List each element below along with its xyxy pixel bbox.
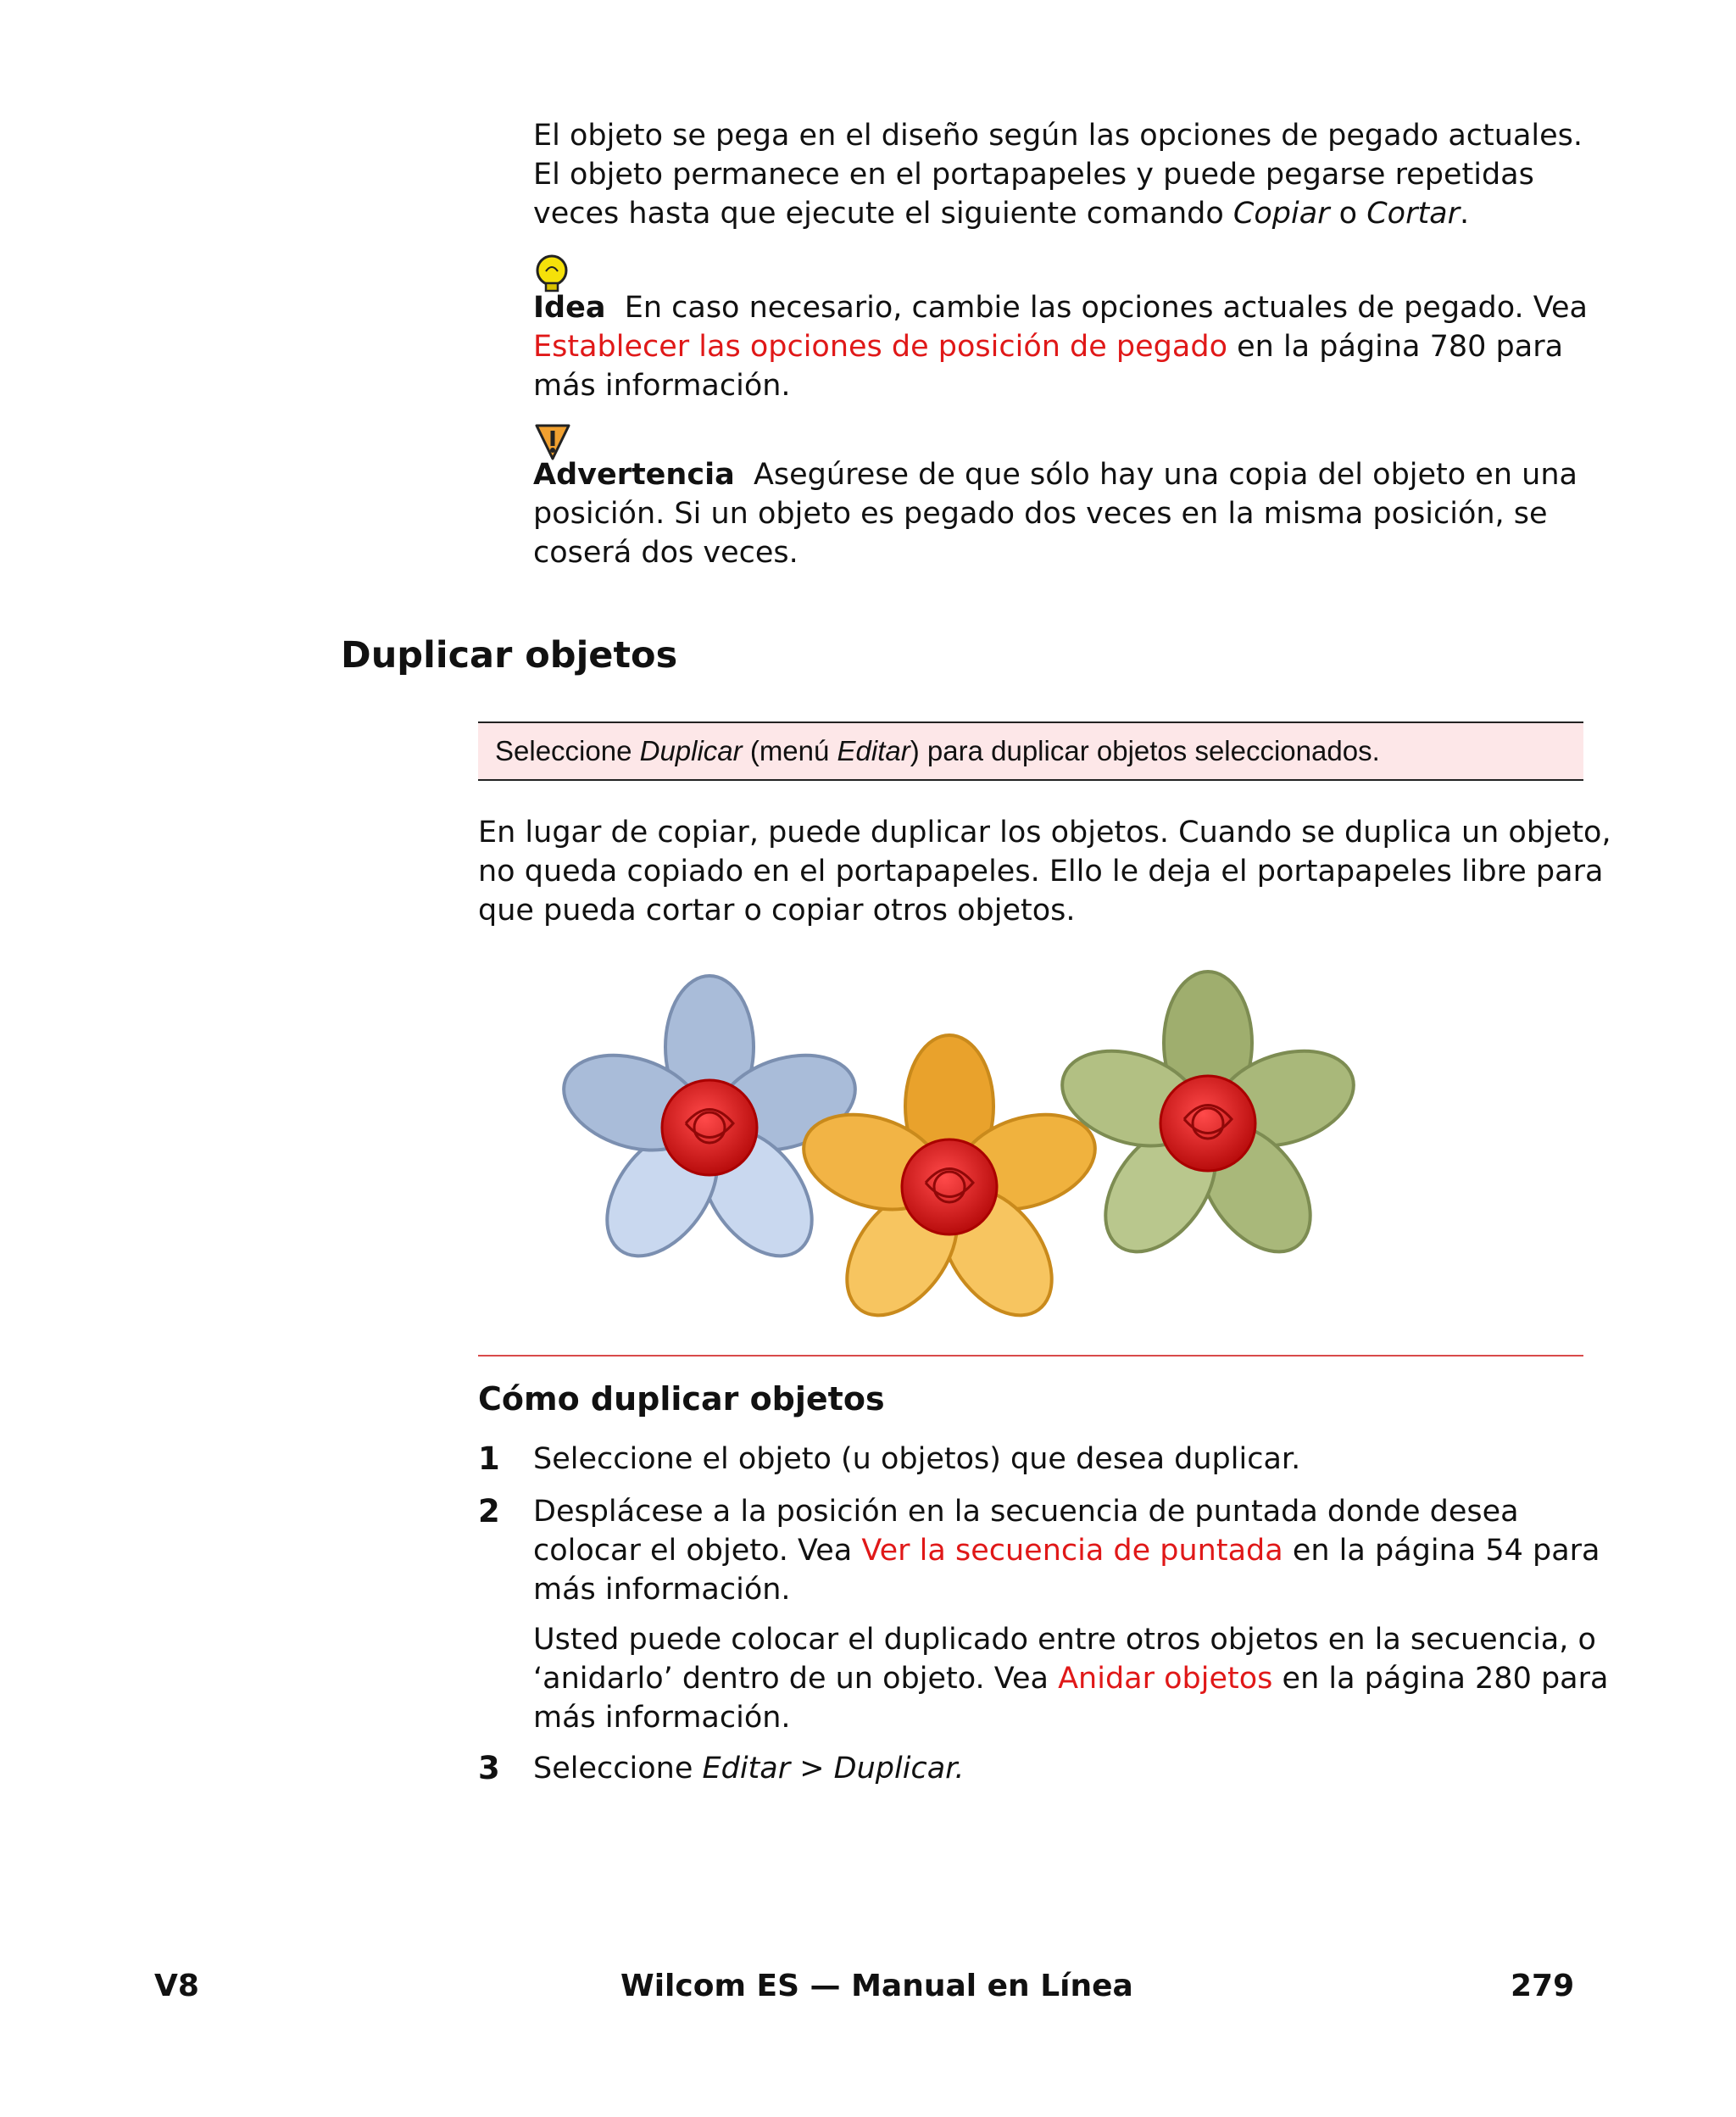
body-line-1: En lugar de copiar, puede duplicar los objetos. Cuando se duplica un objeto, — [478, 816, 1611, 850]
intro-line-1: El objeto se pega en el diseño según las opciones de pegado actuales. — [533, 119, 1583, 153]
copiar-command: Copiar — [1232, 197, 1330, 231]
footer-title: Wilcom ES — Manual en Línea — [620, 1969, 1133, 2003]
paste-position-link[interactable]: Establecer las opciones de posición de pegado — [533, 330, 1227, 364]
step-2-note-line-1: Usted puede colocar el duplicado entre otros objetos en la secuencia, o — [533, 1623, 1596, 1657]
step-3-text: Seleccione Editar > Duplicar. — [533, 1752, 965, 1786]
warning-line-2: posición. Si un objeto es pegado dos veces en la misma posición, se — [533, 497, 1548, 531]
section-title: Duplicar objetos — [341, 634, 678, 677]
tip-line-3: más información. — [533, 369, 791, 403]
stitch-sequence-link[interactable]: Ver la secuencia de puntada — [861, 1534, 1283, 1568]
step-2-line-1: Desplácese a la posición en la secuencia de puntada donde desea — [533, 1495, 1519, 1529]
tip-line-1: Idea En caso necesario, cambie las opciones actuales de pegado. Vea — [533, 291, 1588, 325]
step-number: 2 — [478, 1493, 500, 1529]
duplicated-flowers-figure — [542, 958, 1356, 1331]
step-number: 1 — [478, 1440, 500, 1477]
editar-menu: Editar — [837, 735, 910, 766]
footer-version: V8 — [154, 1969, 199, 2003]
footer-page-number: 279 — [1511, 1969, 1575, 2003]
step-2-note-line-3: más información. — [533, 1701, 791, 1735]
step-2-line-2: colocar el objeto. Vea Ver la secuencia de puntada en la página 54 para — [533, 1534, 1600, 1568]
warning-line-1: Advertencia Asegúrese de que sólo hay una copia del objeto en una — [533, 458, 1577, 492]
nest-objects-link[interactable]: Anidar objetos — [1058, 1662, 1273, 1696]
tip-line-2: Establecer las opciones de posición de pegado en la página 780 para — [533, 330, 1564, 364]
step-number: 3 — [478, 1750, 500, 1786]
intro-line-3: veces hasta que ejecute el siguiente comando Copiar o Cortar. — [533, 197, 1470, 231]
howto-title: Cómo duplicar objetos — [478, 1380, 885, 1418]
cortar-command: Cortar — [1366, 197, 1461, 231]
section-divider — [478, 1355, 1583, 1357]
step-1-text: Seleccione el objeto (u objetos) que desea duplicar. — [533, 1442, 1301, 1476]
step-2-note-line-2: ‘anidarlo’ dentro de un objeto. Vea Anidar objetos en la página 280 para — [533, 1662, 1609, 1696]
command-banner: Seleccione Duplicar (menú Editar) para duplicar objetos seleccionados. — [478, 721, 1583, 781]
tip-label: Idea — [533, 291, 606, 325]
warning-line-3: coserá dos veces. — [533, 536, 798, 570]
green-flower — [1050, 972, 1356, 1272]
body-line-3: que pueda cortar o copiar otros objetos. — [478, 894, 1076, 928]
edit-duplicate-command: Editar > Duplicar. — [702, 1752, 965, 1786]
intro-line-2: El objeto permanece en el portapapeles y puede pegarse repetidas — [533, 158, 1534, 192]
body-line-2: no queda copiado en el portapapeles. Ello le deja el portapapeles libre para — [478, 855, 1604, 889]
duplicar-command: Duplicar — [639, 735, 743, 766]
warning-label: Advertencia — [533, 458, 735, 492]
step-2-line-3: más información. — [533, 1573, 791, 1607]
